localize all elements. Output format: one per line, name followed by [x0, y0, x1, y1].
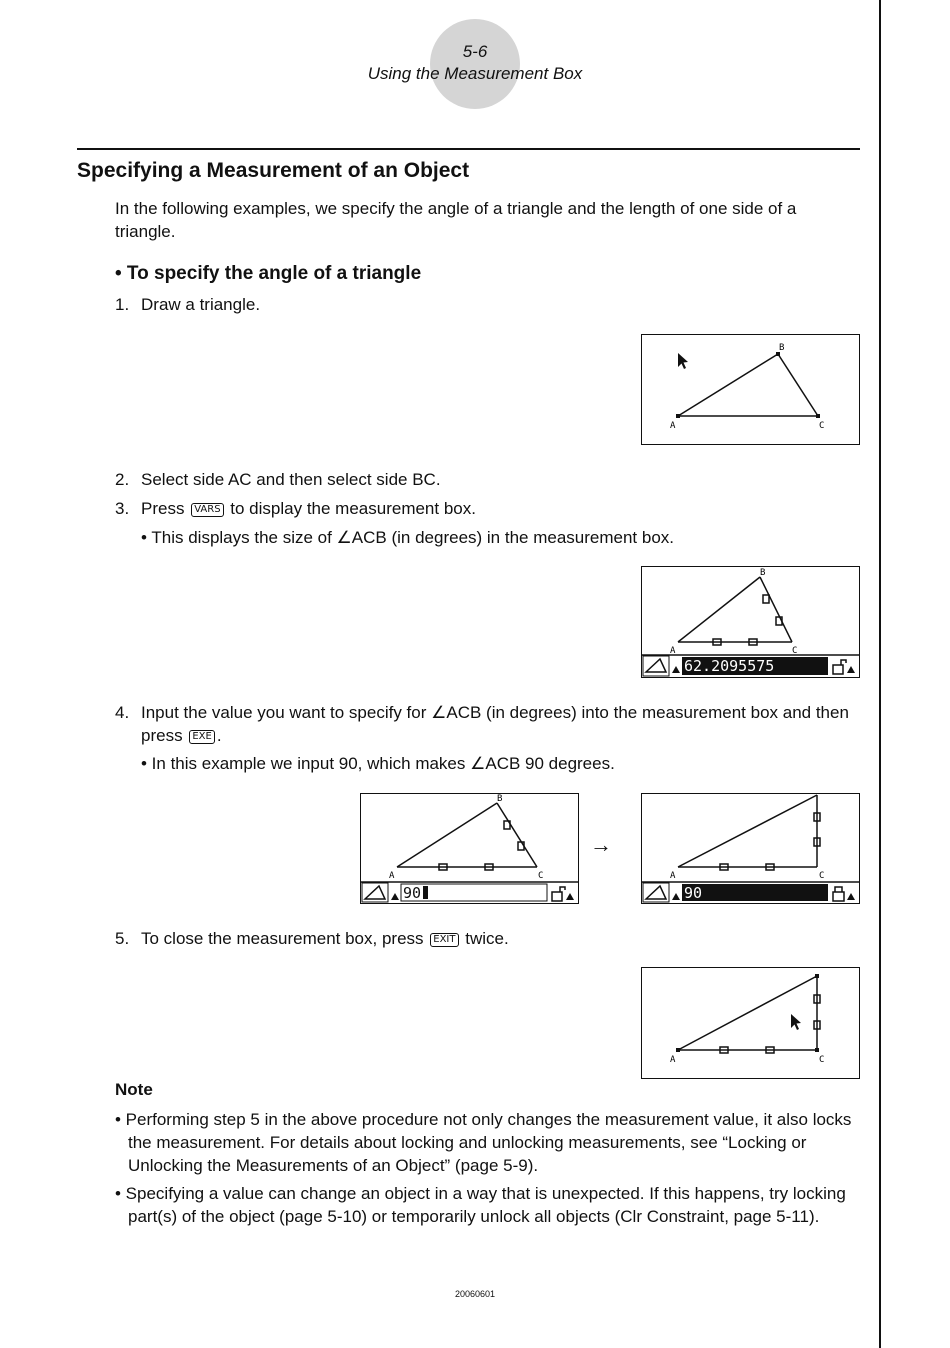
label-a: A	[389, 871, 395, 881]
step-5-number: 5.	[115, 929, 130, 948]
cursor-icon	[791, 1014, 801, 1030]
label-a: A	[670, 421, 676, 431]
step-4-text-pre: Input the value you want to specify for ∠ACB (in degrees) into the measurement box and then press	[141, 703, 849, 745]
unlocked-icon	[833, 660, 846, 674]
step-2-number: 2.	[115, 470, 130, 489]
label-c: C	[792, 646, 798, 656]
screen-input-value	[360, 793, 579, 904]
footer-code: 20060601	[454, 1289, 496, 1299]
step-3-text-pre: Press	[141, 499, 185, 518]
input-value: 90	[403, 884, 422, 902]
step-3-number: 3.	[115, 499, 130, 518]
step-4-number: 4.	[115, 703, 130, 722]
cursor-icon	[678, 353, 688, 369]
subsection-title: • To specify the angle of a triangle	[115, 263, 422, 284]
step-1-number: 1.	[115, 295, 130, 314]
intro-paragraph: In the following examples, we specify the angle of a triangle and the length of one side of a triangle.	[115, 199, 797, 241]
label-b: B	[760, 568, 766, 578]
text-cursor	[423, 886, 428, 899]
up-arrow-icon	[672, 666, 680, 673]
screen-draw-triangle	[641, 334, 860, 445]
step-2-text: Select side AC and then select side BC.	[141, 470, 441, 489]
triangle-measure-icon	[362, 883, 388, 902]
label-a: A	[670, 646, 676, 656]
step-5-text-post: twice.	[465, 929, 509, 948]
label-a: A	[670, 1055, 676, 1065]
up-arrow-icon	[566, 893, 574, 900]
note-item-1: • Performing step 5 in the above procedure not only changes the measurement value, it also locks the measurement. For details about locking and unlocking measurements, see “Locking or Unlocking the Measurements of an Object” (page 5-9).	[115, 1110, 852, 1175]
note-item-2: • Specifying a value can change an object in a way that is unexpected. If this happens, try locking part(s) of the object (page 5-10) or temporarily unlock all objects (Clr Constraint, page 5-11).	[115, 1184, 846, 1226]
label-b: B	[779, 343, 785, 353]
label-a: A	[670, 871, 676, 881]
step-3-bullet: • This displays the size of ∠ACB (in degrees) in the measurement box.	[141, 528, 675, 547]
page-edge-rule	[879, 0, 881, 1348]
step-4-text-post: .	[216, 726, 222, 745]
page-number: 5-6	[462, 42, 488, 61]
chapter-title: Using the Measurement Box	[367, 64, 583, 83]
triangle-measure-icon	[643, 656, 669, 676]
triangle-measure-icon	[643, 883, 669, 902]
header-rule	[77, 148, 860, 150]
section-title: Specifying a Measurement of an Object	[77, 159, 470, 182]
screen-measurement-box	[641, 566, 860, 678]
step-3-text-post: to display the measurement box.	[230, 499, 476, 518]
arrow-right-icon: →	[590, 832, 612, 857]
exe-key-icon: EXE	[189, 730, 215, 744]
up-arrow-icon	[391, 893, 399, 900]
step-4-bullet: • In this example we input 90, which makes ∠ACB 90 degrees.	[141, 754, 615, 773]
up-arrow-icon	[672, 893, 680, 900]
screen-result-right-angle	[641, 793, 860, 904]
step-4-text	[141, 701, 856, 747]
step-5-text	[141, 927, 509, 950]
step-3-text	[141, 497, 476, 520]
measurement-value: 62.2095575	[684, 657, 775, 675]
up-arrow-icon	[847, 666, 855, 673]
vars-key-icon: VARS	[191, 503, 223, 517]
label-c: C	[819, 871, 825, 881]
label-c: C	[538, 871, 544, 881]
label-c: C	[819, 1055, 825, 1065]
step-5-text-pre: To close the measurement box, press	[141, 929, 424, 948]
up-arrow-icon	[847, 893, 855, 900]
label-b: B	[497, 794, 503, 804]
step-1-text: Draw a triangle.	[141, 295, 261, 314]
note-heading: Note	[115, 1080, 153, 1099]
result-value: 90	[684, 884, 703, 902]
screen-closed-box	[641, 967, 860, 1079]
unlocked-icon	[552, 887, 565, 901]
locked-icon	[833, 887, 844, 901]
label-c: C	[819, 421, 825, 431]
exit-key-icon: EXIT	[430, 933, 458, 947]
